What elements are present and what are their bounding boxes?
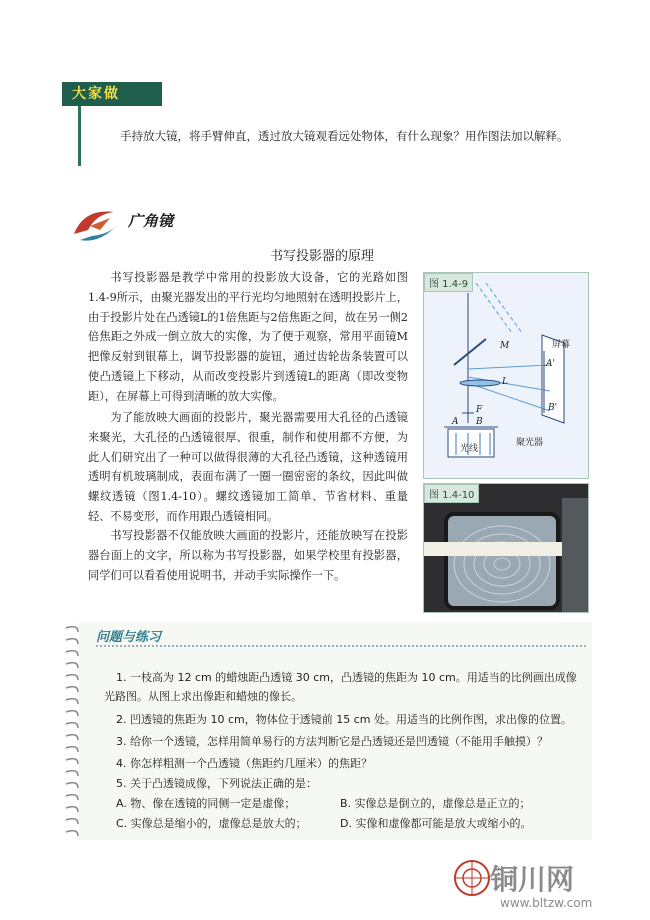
exercise-item: 1. 一枝高为 12 cm 的蜡烛距凸透镜 30 cm，凸透镜的焦距为 10 cm。用适当的比例画出成像 — [116, 671, 577, 684]
article-title: 书写投影器的原理 — [270, 249, 375, 264]
label-a: A — [452, 417, 459, 427]
projector-light-path-diagram — [424, 273, 588, 478]
exercise-item: 光路图。从图上求出像距和蜡烛的像长。 — [104, 690, 302, 703]
label-m: M — [500, 341, 510, 351]
label-b-prime: B' — [548, 403, 558, 413]
label-a-prime: A' — [546, 359, 555, 369]
exercise-item: 2. 凹透镜的焦距为 10 cm，物体位于透镜前 15 cm 处。用适当的比例作图，求出像的位置。 — [116, 713, 572, 726]
figure-2-label: 图 1.4-10 — [424, 484, 479, 503]
exercise-option: B. 实像总是倒立的，虚像总是正立的； — [340, 797, 531, 810]
exercise-item: 3. 给你一个透镜，怎样用简单易行的方法判断它是凸透镜还是凹透镜（不能用手触摸）？ — [116, 735, 548, 748]
label-screen: 屏幕 — [552, 340, 571, 350]
exercise-item: 5. 关于凸透镜成像，下列说法正确的是： — [116, 777, 317, 790]
exercise-item: 4. 你怎样粗测一个凸透镜（焦距约几厘米）的焦距？ — [116, 757, 372, 770]
watermark-brand: 铜川网 — [490, 863, 575, 896]
label-l: L — [502, 377, 508, 387]
exercise-option: D. 实像和虚像都可能是放大或缩小的。 — [340, 817, 532, 830]
activity-label: 大家做 — [62, 82, 162, 106]
section-title: 广角镜 — [128, 212, 174, 230]
label-b: B — [476, 417, 483, 427]
label-f: F — [476, 405, 483, 415]
wide-angle-logo-icon — [70, 204, 128, 244]
spiral-binding-icon — [64, 622, 80, 840]
exercise-title: 问题与练习 — [96, 630, 162, 645]
activity-text: 手持放大镜，将手臂伸直，透过放大镜观看远处物体，有什么现象？用作图法加以解释。 — [120, 129, 569, 143]
exercise-option: A. 物、像在透镜的同侧一定是虚像； — [116, 797, 296, 810]
watermark-url: www.bltzw.com — [500, 896, 593, 910]
figure-projector-diagram — [423, 272, 589, 479]
paragraph-2: 为了能放映大画面的投影片，聚光器需要用大孔径的凸透镜来聚光，大孔径的凸透镜很厚、很重，制作和使用都不方便，为此人们研究出了一种可以做得很薄的大孔径凸透镜，这种透镜用透明有机玻璃制成，表面布满了一圈一圈密密的条纹，因此叫做螺纹透镜（图1.4-10）。螺纹透镜加工简单、节省材料、重量轻、不易变形，而作用跟凸透镜相同。 — [88, 411, 408, 523]
paragraph-3: 书写投影器不仅能放映大画面的投影片，还能放映写在投影器台面上的文字，所以称为书写投影器，如果学校里有投影器，同学们可以看看使用说明书，并动手实际操作一下。 — [88, 529, 408, 582]
fresnel-lens-image — [424, 484, 588, 612]
label-light: 光线 — [460, 444, 479, 454]
figure-fresnel-lens-photo — [423, 483, 589, 613]
paragraph-1: 书写投影器是教学中常用的投影放大设备，它的光路如图1.4-9所示，由聚光器发出的平行光均匀地照射在透明投影片上，由于投影片处在凸透镜L的1倍焦距与2倍焦距之间，故在另一侧2倍焦距之外成一倒立放大的实像，为了便于观察，常用平面镜M把像反射到银幕上，调节投影器的旋钮，通过齿轮齿条装置可以使凸透镜上下移动，从而改变投影片到透镜L的距离（即改变物距），在屏幕上可得到清晰的放大实像。 — [88, 271, 408, 403]
watermark-seal-icon — [452, 858, 492, 898]
figure-1-label: 图 1.4-9 — [424, 273, 473, 292]
label-condenser: 聚光器 — [516, 438, 544, 448]
exercise-divider — [96, 645, 586, 647]
exercise-option: C. 实像总是缩小的，虚像总是放大的； — [116, 817, 307, 830]
